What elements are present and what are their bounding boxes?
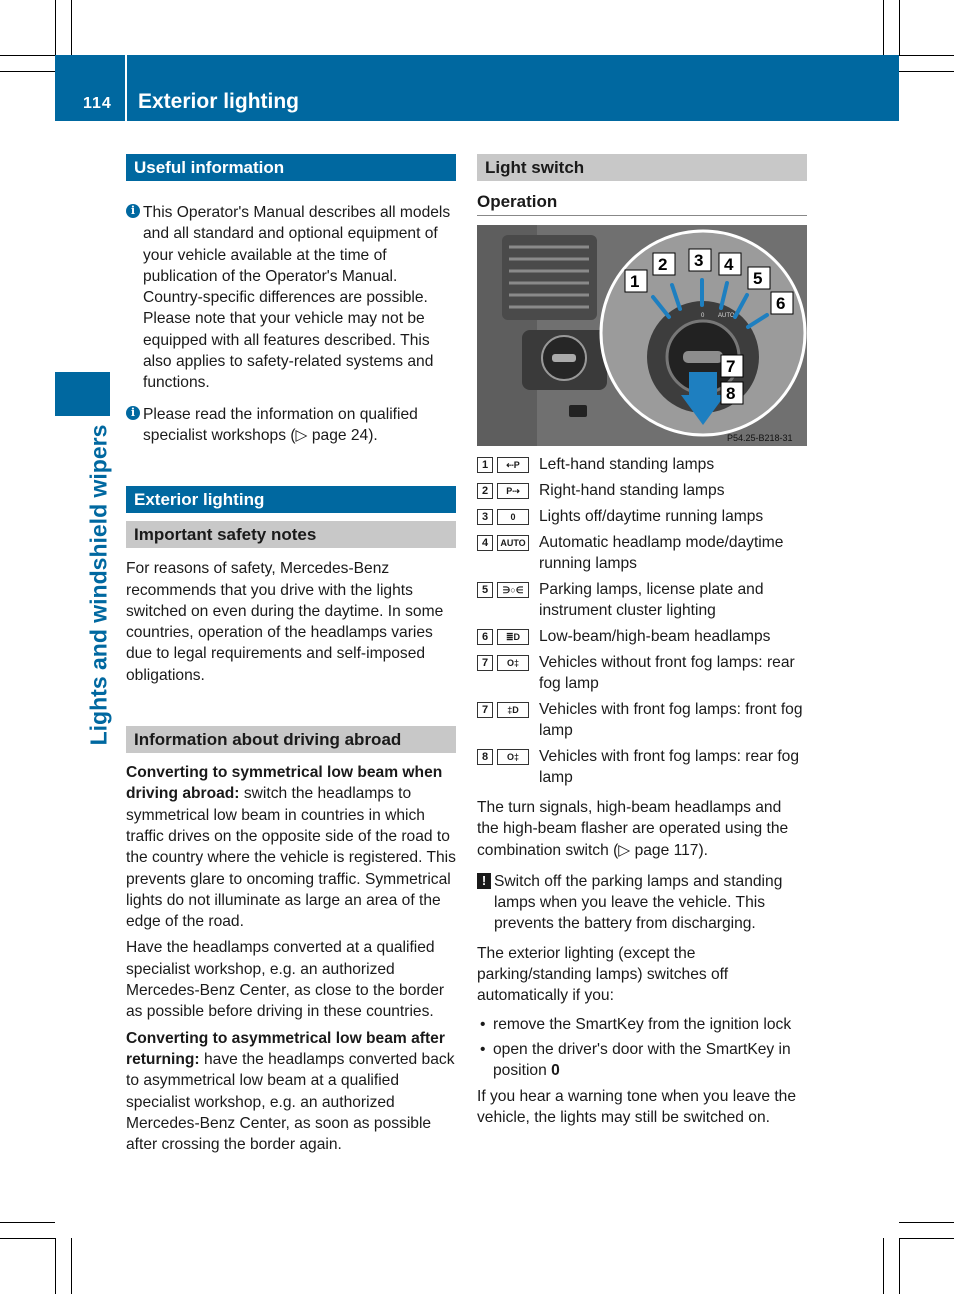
info-icon: i [126,406,140,420]
figure-code: P54.25-B218-31 [727,433,793,444]
crop-mark [883,0,884,55]
bullet-item [477,1014,807,1035]
crop-mark [71,0,72,55]
warning-text: Switch off the parking lamps and standing lamps when you leave the vehicle. This prevents the battery from discharging. [494,872,783,933]
bullet-item [477,1039,807,1082]
legend-item [477,506,807,527]
low-beam-icon: ≣D [497,629,529,645]
callout-2: 2 [658,255,668,275]
safety-notes-text: For reasons of safety, Mercedes-Benz recommends that you drive with the lights switched on even during the daytime. In some countries, operation of the headlamps varies due to legal requirements and self-imposed obligations. [126,560,444,684]
rear-fog-lamp-icon: O‡ [497,749,529,765]
legend-text: Low-beam/high-beam headlamps [539,627,771,645]
warning-note [477,871,807,935]
legend-number: 7 [477,655,493,671]
front-fog-lamp-icon: ‡D [497,702,529,718]
legend-text: Left-hand standing lamps [539,456,715,474]
light-switch-illustration [477,225,807,446]
page-title: Exterior lighting [138,90,300,113]
callout-8: 8 [726,384,736,404]
crop-mark [883,1238,884,1294]
chapter-tab [55,372,110,416]
legend-number: 4 [477,535,493,551]
rear-fog-lamp-icon: O‡ [497,655,529,671]
switch-label-auto: AUTO [718,313,735,320]
driving-abroad-heading: Information about driving abroad [126,726,456,753]
legend-number: 7 [477,702,493,718]
crop-mark [899,71,954,72]
legend-number: 1 [477,457,493,473]
info-note [126,404,456,447]
legend-text: Right-hand standing lamps [539,482,725,500]
info-note-text: This Operator's Manual describes all models and all standard and optional equipment of your vehicle available at the time of publication of the Operator's Manual. Country-specific differences are possible. Please note that your vehicle may not be equipped with all features described. This also applies to safety-related systems and functions. [143,204,451,392]
legend-number: 8 [477,749,493,765]
callout-5: 5 [753,269,763,289]
callout-4: 4 [724,255,734,275]
left-column [126,154,456,1155]
bullet-text: open the driver's door with the SmartKey in position [493,1040,791,1080]
legend-text: Vehicles without front fog lamps: rear fog lamp [539,653,795,692]
abroad-bold-lead: Converting to asymmetrical low beam after returning: [126,1029,445,1068]
abroad-text: have the headlamps converted back to asymmetrical low beam at a qualified specialist workshop, e.g. an authorized Mercedes-Benz Center, as soon as possible after crossing the border again. [126,1050,455,1154]
switch-label-zero: 0 [701,313,705,320]
crop-mark [899,1238,954,1239]
standing-lamp-left-icon: ⇠P [497,457,529,473]
crop-mark [71,1238,72,1294]
abroad-paragraph [126,1028,456,1156]
legend-item [477,579,807,622]
legend-number: 3 [477,509,493,525]
warning-tone-paragraph: If you hear a warning tone when you leave the vehicle, the lights may still be switched on. [477,1087,797,1126]
crop-mark [0,1238,55,1239]
auto-off-paragraph: The exterior lighting (except the parking/standing lamps) switches off automatically if you: [477,944,729,1005]
standing-lamp-right-icon: P⇢ [497,483,529,499]
legend-text: Lights off/daytime running lamps [539,507,764,525]
lights-off-icon: 0 [497,509,529,525]
abroad-paragraph: Have the headlamps converted at a qualified specialist workshop, e.g. an authorized Mercedes-Benz Center, as close to the border as possible before driving in these countries. [126,939,445,1021]
safety-notes-heading: Important safety notes [126,521,456,548]
legend-item [477,652,807,695]
crop-mark [55,0,56,55]
legend-text: Vehicles with front fog lamps: front fog lamp [539,700,803,740]
crop-mark [899,55,954,56]
info-note [126,202,456,394]
turn-signal-paragraph: The turn signals, high-beam headlamps and the high-beam flasher are operated using the combination switch (▷ page 117). [477,798,789,859]
legend-list [477,454,807,788]
crop-mark [899,1222,954,1223]
crop-mark [0,1222,55,1223]
abroad-bold-lead: Converting to symmetrical low beam when driving abroad: [126,764,443,803]
callout-6: 6 [776,294,786,314]
legend-text: Vehicles with front fog lamps: rear fog lamp [539,747,800,787]
legend-text: Parking lamps, license plate and instrument cluster lighting [539,580,764,620]
info-note-text: Please read the information on qualified specialist workshops (▷ page 24). [143,405,418,444]
abroad-text: switch the headlamps to symmetrical low beam in countries in which traffic drives on the opposite side of the road to the country where the vehicle is registered. This prevents glare to oncoming traffic. Symmetrical lights do not illuminate as large an area of the edge of the road. [126,785,456,931]
bullet-position: 0 [551,1062,560,1080]
light-switch-heading: Light switch [477,154,807,181]
crop-mark [899,0,900,55]
legend-text: Automatic headlamp mode/daytime running lamps [539,533,784,572]
exterior-lighting-heading: Exterior lighting [126,486,456,513]
header-divider [125,55,127,121]
page-header [55,55,899,121]
useful-info-heading: Useful information [126,154,456,181]
legend-item [477,626,807,647]
info-icon: i [126,204,140,218]
legend-number: 6 [477,629,493,645]
callout-1: 1 [630,272,640,292]
parking-lamp-icon: ∋○∈ [497,582,529,598]
crop-mark [0,55,55,56]
chapter-title: Lights and windshield wipers [85,424,112,746]
legend-item [477,699,807,742]
crop-mark [899,1238,900,1294]
legend-item [477,454,807,475]
abroad-paragraph [126,762,456,932]
bullet-text: remove the SmartKey from the ignition lock [493,1015,792,1033]
legend-item [477,480,807,501]
legend-item [477,746,807,789]
auto-headlamp-icon: AUTO [497,535,529,551]
legend-number: 5 [477,582,493,598]
legend-item [477,532,807,575]
callout-7: 7 [726,357,736,377]
right-column [477,154,807,1128]
page-number: 114 [83,95,112,112]
crop-mark [55,1238,56,1294]
warning-icon: ! [477,873,491,889]
crop-mark [0,71,55,72]
callout-3: 3 [694,251,704,271]
legend-number: 2 [477,483,493,499]
light-switch-figure [477,225,807,446]
operation-subheading: Operation [477,191,807,216]
